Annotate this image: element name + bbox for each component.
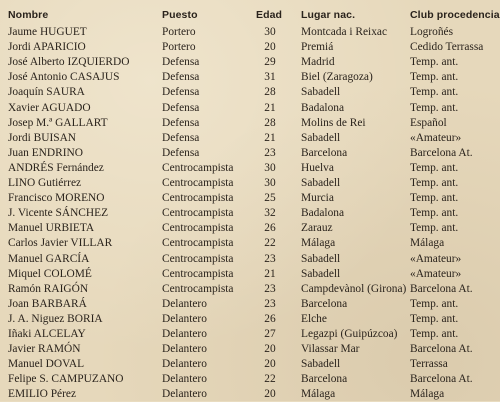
header-club: Club procedencia bbox=[410, 9, 500, 21]
table-row bbox=[0, 40, 500, 55]
cell-club: «Amateur» bbox=[410, 267, 462, 280]
cell-name: Jordi BUISAN bbox=[8, 131, 77, 144]
cell-birthplace: Sabadell bbox=[301, 131, 341, 144]
cell-position: Defensa bbox=[162, 131, 200, 144]
cell-birthplace: Biel (Zaragoza) bbox=[301, 71, 373, 84]
cell-age: 30 bbox=[264, 161, 276, 174]
cell-club: Terrassa bbox=[410, 358, 448, 371]
table-row bbox=[0, 372, 500, 387]
cell-age: 20 bbox=[264, 358, 276, 371]
cell-name: Miquel COLOMÉ bbox=[8, 267, 92, 280]
cell-name: ANDRÉS Fernández bbox=[8, 161, 104, 174]
table-row bbox=[0, 357, 500, 372]
cell-age: 26 bbox=[264, 312, 276, 325]
cell-birthplace: Huelva bbox=[301, 161, 334, 174]
cell-name: J. Vicente SÁNCHEZ bbox=[8, 207, 109, 220]
cell-club: «Amateur» bbox=[410, 252, 462, 265]
cell-name: Joan BARBARÁ bbox=[8, 297, 87, 310]
cell-name: José Antonio CASAJUS bbox=[8, 71, 120, 84]
cell-club: Barcelona At. bbox=[410, 282, 473, 295]
cell-age: 23 bbox=[264, 282, 276, 295]
cell-age: 21 bbox=[264, 267, 276, 280]
cell-age: 23 bbox=[264, 252, 276, 265]
table-row bbox=[0, 236, 500, 251]
cell-club: Temp. ant. bbox=[410, 328, 459, 340]
cell-birthplace: Sabadell bbox=[301, 86, 341, 99]
cell-age: 31 bbox=[264, 71, 276, 84]
table-row bbox=[0, 176, 500, 191]
cell-position: Defensa bbox=[162, 101, 200, 114]
table-row bbox=[0, 267, 500, 282]
cell-age: 20 bbox=[264, 343, 276, 356]
cell-name: LINO Gutiérrez bbox=[8, 177, 82, 189]
cell-birthplace: Málaga bbox=[301, 237, 336, 250]
cell-club: Barcelona At. bbox=[410, 343, 473, 356]
cell-position: Centrocampista bbox=[162, 161, 234, 174]
cell-club: Temp. ant. bbox=[410, 71, 459, 84]
cell-position: Delantero bbox=[162, 343, 207, 356]
cell-name: Juan ENDRINO bbox=[8, 146, 83, 159]
cell-name: Iñaki ALCELAY bbox=[8, 328, 86, 340]
cell-club: Temp. ant. bbox=[410, 161, 459, 174]
cell-club: Málaga bbox=[410, 388, 445, 401]
cell-position: Centrocampista bbox=[162, 192, 234, 205]
cell-position: Centrocampista bbox=[162, 222, 234, 235]
cell-age: 22 bbox=[264, 237, 276, 250]
cell-name: Felipe S. CAMPUZANO bbox=[8, 373, 124, 386]
cell-birthplace: Badalona bbox=[301, 101, 345, 114]
cell-age: 23 bbox=[264, 146, 276, 159]
table-row bbox=[0, 327, 500, 342]
cell-name: Javier RAMÓN bbox=[8, 343, 81, 356]
cell-birthplace: Málaga bbox=[301, 388, 336, 401]
table-row bbox=[0, 282, 500, 297]
cell-age: 21 bbox=[264, 131, 276, 144]
cell-club: Málaga bbox=[410, 237, 445, 250]
cell-birthplace: Legazpi (Guipúzcoa) bbox=[301, 328, 398, 340]
cell-name: José Alberto IZQUIERDO bbox=[8, 56, 130, 69]
cell-club: Temp. ant. bbox=[410, 297, 459, 310]
cell-position: Centrocampista bbox=[162, 207, 234, 220]
cell-age: 27 bbox=[264, 328, 276, 340]
table-row bbox=[0, 206, 500, 221]
cell-age: 29 bbox=[264, 56, 276, 69]
cell-age: 23 bbox=[264, 297, 276, 310]
cell-name: Ramón RAIGÓN bbox=[8, 282, 89, 295]
cell-position: Defensa bbox=[162, 146, 200, 159]
cell-birthplace: Elche bbox=[301, 312, 327, 325]
cell-position: Delantero bbox=[162, 358, 207, 371]
cell-birthplace: Sabadell bbox=[301, 358, 341, 371]
cell-birthplace: Badalona bbox=[301, 207, 345, 220]
cell-age: 28 bbox=[264, 86, 276, 99]
header-birthplace: Lugar nac. bbox=[301, 9, 356, 21]
cell-birthplace: Sabadell bbox=[301, 177, 341, 189]
table-row bbox=[0, 131, 500, 146]
cell-age: 20 bbox=[264, 388, 276, 401]
table-row bbox=[0, 161, 500, 176]
cell-position: Centrocampista bbox=[162, 282, 234, 295]
header-name: Nombre bbox=[8, 9, 49, 21]
cell-club: Temp. ant. bbox=[410, 177, 459, 189]
cell-position: Delantero bbox=[162, 312, 207, 325]
table-row bbox=[0, 70, 500, 85]
cell-club: Temp. ant. bbox=[410, 56, 459, 69]
cell-name: Manuel GARCÍA bbox=[8, 252, 90, 265]
cell-age: 28 bbox=[264, 116, 276, 129]
cell-age: 20 bbox=[264, 41, 276, 54]
cell-position: Centrocampista bbox=[162, 177, 234, 189]
cell-position: Defensa bbox=[162, 71, 200, 84]
cell-age: 26 bbox=[264, 222, 276, 235]
cell-name: Manuel DOVAL bbox=[8, 358, 85, 371]
cell-age: 21 bbox=[264, 101, 276, 114]
cell-birthplace: Madrid bbox=[301, 56, 335, 69]
cell-birthplace: Molins de Rei bbox=[301, 116, 366, 129]
table-row bbox=[0, 221, 500, 236]
cell-name: Josep M.ª GALLART bbox=[8, 116, 108, 129]
cell-club: «Amateur» bbox=[410, 131, 462, 144]
header-position: Puesto bbox=[162, 9, 198, 21]
cell-birthplace: Sabadell bbox=[301, 267, 341, 280]
cell-birthplace: Montcada i Reixac bbox=[301, 26, 388, 38]
table-row bbox=[0, 342, 500, 357]
cell-birthplace: Murcia bbox=[301, 192, 334, 205]
cell-name: J. A. Niguez BORIA bbox=[8, 312, 103, 325]
cell-club: Cedido Terrassa bbox=[410, 41, 484, 54]
cell-club: Temp. ant. bbox=[410, 207, 459, 220]
cell-age: 30 bbox=[264, 177, 276, 189]
table-row bbox=[0, 116, 500, 131]
cell-club: Temp. ant. bbox=[410, 86, 459, 99]
cell-position: Defensa bbox=[162, 116, 200, 129]
cell-position: Centrocampista bbox=[162, 237, 234, 250]
table-row bbox=[0, 85, 500, 100]
cell-birthplace: Zarauz bbox=[301, 222, 333, 235]
cell-position: Portero bbox=[162, 26, 196, 38]
cell-name: Manuel URBIETA bbox=[8, 222, 95, 235]
cell-position: Delantero bbox=[162, 328, 207, 340]
cell-name: Jaume HUGUET bbox=[8, 26, 87, 38]
cell-age: 25 bbox=[264, 192, 276, 205]
cell-name: Carlos Javier VILLAR bbox=[8, 237, 113, 250]
cell-birthplace: Vilassar Mar bbox=[301, 343, 360, 356]
cell-club: Logroñés bbox=[410, 26, 454, 38]
cell-club: Temp. ant. bbox=[410, 192, 459, 205]
cell-birthplace: Barcelona bbox=[301, 297, 348, 310]
cell-club: Español bbox=[410, 116, 447, 129]
cell-club: Temp. ant. bbox=[410, 101, 459, 114]
table-row bbox=[0, 387, 500, 402]
cell-birthplace: Barcelona bbox=[301, 146, 348, 159]
cell-position: Delantero bbox=[162, 373, 207, 386]
header-age: Edad bbox=[256, 9, 283, 21]
cell-name: EMILIO Pérez bbox=[8, 388, 76, 401]
cell-club: Barcelona At. bbox=[410, 373, 473, 386]
cell-age: 22 bbox=[264, 373, 276, 386]
cell-position: Delantero bbox=[162, 388, 207, 401]
cell-birthplace: Premiá bbox=[301, 41, 334, 54]
cell-name: Jordi APARICIO bbox=[8, 41, 86, 54]
cell-birthplace: Sabadell bbox=[301, 252, 341, 265]
cell-age: 32 bbox=[264, 207, 276, 220]
table-row bbox=[0, 297, 500, 312]
table-row bbox=[0, 146, 500, 161]
cell-position: Centrocampista bbox=[162, 252, 234, 265]
table-row bbox=[0, 25, 500, 40]
cell-club: Temp. ant. bbox=[410, 222, 459, 235]
cell-name: Xavier AGUADO bbox=[8, 101, 91, 114]
table-row bbox=[0, 55, 500, 70]
cell-position: Defensa bbox=[162, 86, 200, 99]
cell-name: Joaquín SAURA bbox=[8, 86, 85, 99]
table-row bbox=[0, 191, 500, 206]
table-row bbox=[0, 101, 500, 116]
cell-birthplace: Barcelona bbox=[301, 373, 348, 386]
cell-club: Temp. ant. bbox=[410, 312, 459, 325]
cell-name: Francisco MORENO bbox=[8, 192, 105, 205]
cell-position: Centrocampista bbox=[162, 267, 234, 280]
cell-position: Delantero bbox=[162, 297, 207, 310]
cell-birthplace: Campdevànol (Girona) bbox=[301, 282, 407, 295]
cell-age: 30 bbox=[264, 26, 276, 38]
cell-club: Barcelona At. bbox=[410, 146, 473, 159]
cell-position: Portero bbox=[162, 41, 196, 54]
cell-position: Defensa bbox=[162, 56, 200, 69]
table-row bbox=[0, 312, 500, 327]
table-row bbox=[0, 252, 500, 267]
